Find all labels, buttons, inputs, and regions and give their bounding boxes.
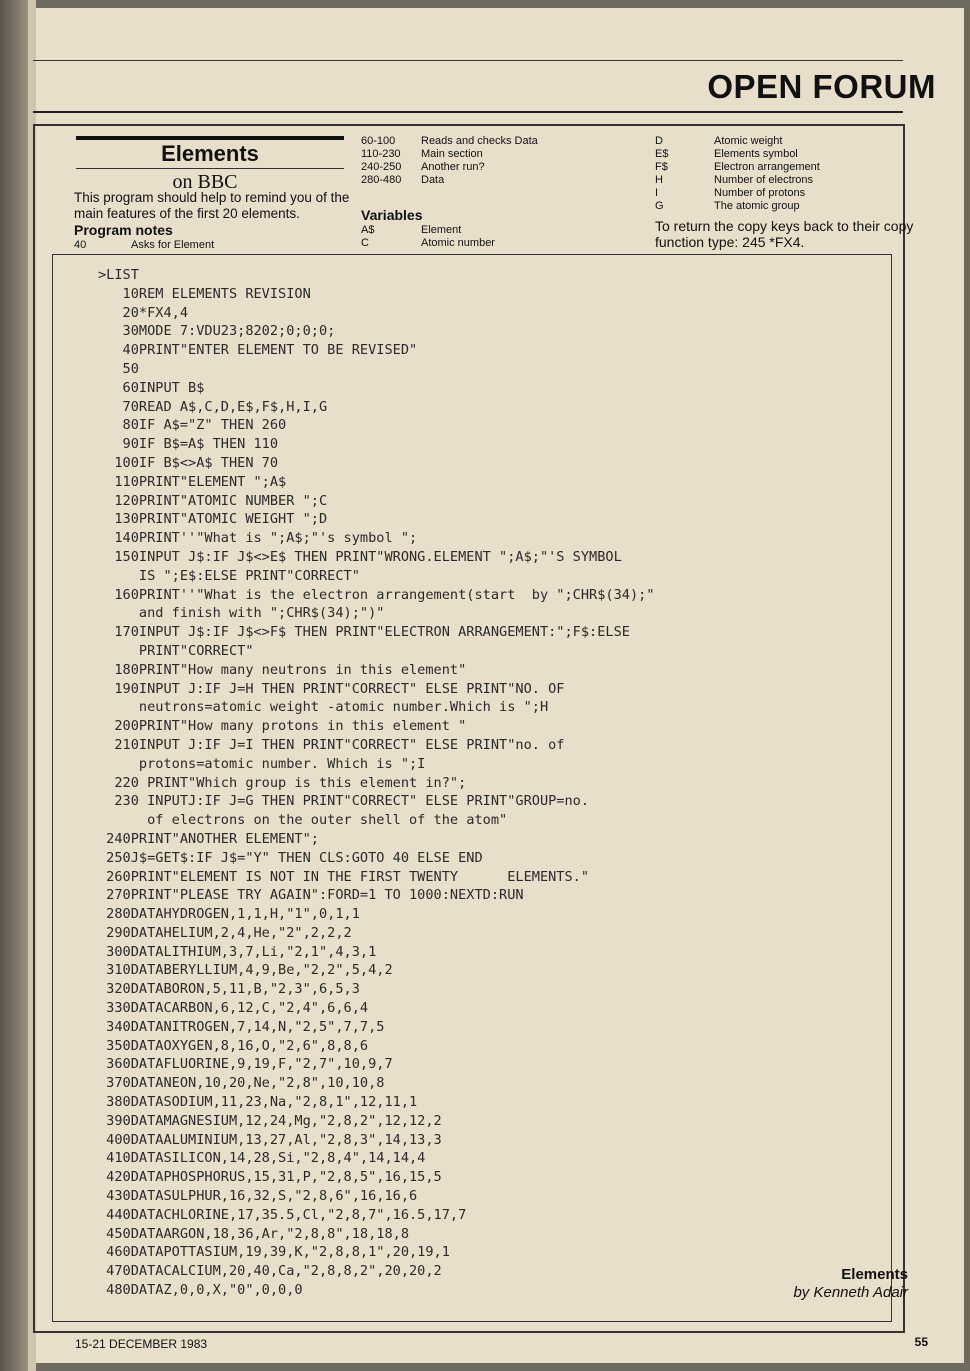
variable-desc: Atomic weight (714, 135, 783, 147)
listing-line: 360DATAFLUORINE,9,19,F,"2,7",10,9,7 (98, 1056, 393, 1073)
variable-desc: Elements symbol (714, 148, 798, 160)
listing-line: 240PRINT"ANOTHER ELEMENT"; (98, 830, 319, 847)
program-listing (98, 266, 655, 1300)
listing-line: 90IF B$=A$ THEN 110 (98, 436, 279, 453)
listing-line: 350DATAOXYGEN,8,16,O,"2,6",8,8,6 (98, 1037, 369, 1054)
note-lines: 280-480 (361, 174, 402, 186)
listing-line: 260PRINT"ELEMENT IS NOT IN THE FIRST TWENTY ELEMENTS." (98, 868, 590, 885)
note-desc: Reads and checks Data (421, 135, 538, 147)
listing-line: 150INPUT J$:IF J$<>E$ THEN PRINT"WRONG.ELEMENT ";A$;"'S SYMBOL (98, 548, 622, 565)
variable-desc: Electron arrangement (714, 161, 820, 173)
article-title: Elements (161, 141, 259, 166)
note-lines: 40 (74, 239, 87, 251)
listing-line: 330DATACARBON,6,12,C,"2,4",6,6,4 (98, 1000, 369, 1017)
listing-line: 290DATAHELIUM,2,4,He,"2",2,2,2 (98, 924, 352, 941)
credit-author: by Kenneth Adair (793, 1284, 908, 1301)
listing-line: 190INPUT J:IF J=H THEN PRINT"CORRECT" ELSE PRINT"NO. OF (98, 680, 565, 697)
listing-line: 340DATANITROGEN,7,14,N,"2,5",7,7,5 (98, 1018, 385, 1035)
listing-line: 10REM ELEMENTS REVISION (98, 285, 311, 302)
note-desc: Data (421, 174, 445, 186)
listing-line: 250J$=GET$:IF J$="Y" THEN CLS:GOTO 40 ELSE END (98, 849, 483, 866)
listing-line: 20*FX4,4 (98, 304, 189, 321)
variable-name: I (655, 187, 659, 199)
variable-name: G (655, 200, 664, 212)
note-lines: 240-250 (361, 161, 402, 173)
header-top-rule (33, 60, 903, 61)
article-credit (793, 1266, 908, 1302)
listing-line: 140PRINT''"What is ";A$;"'s symbol "; (98, 530, 418, 547)
listing-line: 400DATAALUMINIUM,13,27,Al,"2,8,3",14,13,3 (98, 1131, 442, 1148)
listing-line: 440DATACHLORINE,17,35.5,Cl,"2,8,7",16.5,17,7 (98, 1206, 467, 1223)
listing-line: 410DATASILICON,14,28,Si,"2,8,4",14,14,4 (98, 1150, 426, 1167)
variable-desc: Atomic number (421, 237, 495, 249)
note-desc: Another run? (421, 161, 485, 173)
article-subtitle: on BBC (172, 171, 238, 193)
listing-line: and finish with ";CHR$(34);")" (98, 605, 385, 622)
variable-name: D (655, 135, 663, 147)
listing-line: 130PRINT"ATOMIC WEIGHT ";D (98, 511, 328, 528)
listing-line: 180PRINT"How many neutrons in this element" (98, 661, 467, 678)
copy-keys-note: To return the copy keys back to their copy function type: 245 *FX4. (655, 218, 914, 250)
listing-line: protons=atomic number. Which is ";I (98, 755, 426, 772)
listing-line: 170INPUT J$:IF J$<>F$ THEN PRINT"ELECTRON ARRANGEMENT:";F$:ELSE (98, 624, 630, 641)
listing-line: 460DATAPOTTASIUM,19,39,K,"2,8,8,1",20,19,1 (98, 1244, 450, 1261)
variable-name: A$ (361, 224, 375, 236)
page-number: 55 (914, 1335, 928, 1349)
credit-title: Elements (841, 1266, 908, 1283)
listing-line: 280DATAHYDROGEN,1,1,H,"1",0,1,1 (98, 906, 360, 923)
title-underline (76, 168, 344, 169)
listing-line: 120PRINT"ATOMIC NUMBER ";C (98, 492, 328, 509)
listing-line: 160PRINT''"What is the electron arrangement(start by ";CHR$(34);" (98, 586, 655, 603)
listing-line: 300DATALITHIUM,3,7,Li,"2,1",4,3,1 (98, 943, 377, 960)
listing-line: 430DATASULPHUR,16,32,S,"2,8,6",16,16,6 (98, 1188, 418, 1205)
header-bottom-rule (33, 111, 903, 113)
variable-name: H (655, 174, 663, 186)
listing-line: 450DATAARGON,18,36,Ar,"2,8,8",18,18,8 (98, 1225, 409, 1242)
issue-date: 15-21 DECEMBER 1983 (75, 1337, 208, 1351)
listing-line: 470DATACALCIUM,20,40,Ca,"2,8,8,2",20,20,2 (98, 1263, 442, 1280)
listing-line: 390DATAMAGNESIUM,12,24,Mg,"2,8,2",12,12,2 (98, 1112, 442, 1129)
listing-line: neutrons=atomic weight -atomic number.Which is ";H (98, 699, 549, 716)
listing-line: 110PRINT"ELEMENT ";A$ (98, 473, 287, 490)
listing-line: 230 INPUTJ:IF J=G THEN PRINT"CORRECT" ELSE PRINT"GROUP=no. (98, 793, 590, 810)
variable-name: E$ (655, 148, 669, 160)
listing-line: 80IF A$="Z" THEN 260 (98, 417, 287, 434)
note-desc: Main section (421, 148, 483, 160)
listing-line: 370DATANEON,10,20,Ne,"2,8",10,10,8 (98, 1075, 385, 1092)
listing-line: 50 (98, 360, 139, 377)
section-title: OPEN FORUM (707, 68, 936, 105)
variable-desc: Number of electrons (714, 174, 814, 186)
listing-line: 40PRINT"ENTER ELEMENT TO BE REVISED" (98, 342, 418, 359)
listing-line: 320DATABORON,5,11,B,"2,3",6,5,3 (98, 981, 360, 998)
note-lines: 110-230 (361, 148, 401, 160)
listing-line: 200PRINT"How many protons in this element " (98, 718, 467, 735)
listing-line: 60INPUT B$ (98, 379, 205, 396)
listing-line: IS ";E$:ELSE PRINT"CORRECT" (98, 567, 360, 584)
variable-desc: Number of protons (714, 187, 806, 199)
listing-line: 310DATABERYLLIUM,4,9,Be,"2,2",5,4,2 (98, 962, 393, 979)
listing-line: 480DATAZ,0,0,X,"0",0,0,0 (98, 1282, 303, 1299)
program-notes-heading: Program notes (74, 222, 173, 238)
listing-line: 220 PRINT"Which group is this element in?"; (98, 774, 467, 791)
listing-line: of electrons on the outer shell of the atom" (98, 812, 508, 829)
variable-desc: The atomic group (714, 200, 800, 212)
listing-line: >LIST (98, 267, 139, 283)
variable-name: C (361, 237, 369, 249)
listing-line: 70READ A$,C,D,E$,F$,H,I,G (98, 398, 328, 415)
listing-line: 30MODE 7:VDU23;8202;0;0;0; (98, 323, 336, 340)
title-rule (76, 136, 344, 140)
variables-heading: Variables (361, 207, 423, 223)
variable-name: F$ (655, 161, 668, 173)
listing-line: 100IF B$<>A$ THEN 70 (98, 454, 279, 471)
listing-line: 210INPUT J:IF J=I THEN PRINT"CORRECT" ELSE PRINT"no. of (98, 736, 565, 753)
note-lines: 60-100 (361, 135, 396, 147)
variable-desc: Element (421, 224, 462, 236)
listing-line: PRINT"CORRECT" (98, 642, 254, 659)
listing-line: 420DATAPHOSPHORUS,15,31,P,"2,8,5",16,15,5 (98, 1169, 442, 1186)
listing-line: 270PRINT"PLEASE TRY AGAIN":FORD=1 TO 1000:NEXTD:RUN (98, 887, 524, 904)
listing-line: 380DATASODIUM,11,23,Na,"2,8,1",12,11,1 (98, 1094, 418, 1111)
article-intro: This program should help to remind you of the main features of the first 20 elements. (74, 190, 350, 221)
note-desc: Asks for Element (131, 239, 215, 251)
